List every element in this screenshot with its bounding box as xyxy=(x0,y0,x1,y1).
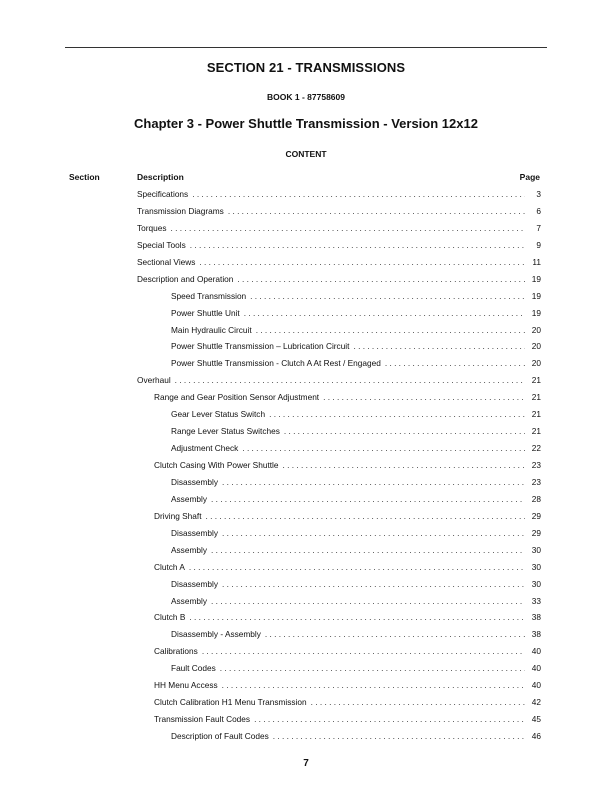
toc-entry-page: 21 xyxy=(531,409,541,420)
toc-entry[interactable] xyxy=(137,271,541,288)
dot-leader xyxy=(192,186,525,203)
toc-entry[interactable] xyxy=(137,677,541,694)
dot-leader xyxy=(242,440,525,457)
toc-entry[interactable] xyxy=(137,491,541,508)
column-header-section: Section xyxy=(69,172,100,182)
toc-entry-title: Power Shuttle Transmission – Lubrication Circuit xyxy=(171,341,350,352)
toc-entry-title: Main Hydraulic Circuit xyxy=(171,324,252,335)
dot-leader xyxy=(222,525,525,542)
toc-entry-title: Torques xyxy=(137,222,167,233)
toc-entry[interactable] xyxy=(137,203,541,220)
toc-entry-title: Sectional Views xyxy=(137,256,196,267)
toc-entry-page: 29 xyxy=(531,510,541,521)
toc-entry-title: Special Tools xyxy=(137,239,186,250)
toc-entry-page: 30 xyxy=(531,578,541,589)
toc-entry-page: 42 xyxy=(531,697,541,708)
toc-entry-title: Description of Fault Codes xyxy=(171,731,269,741)
dot-leader xyxy=(237,271,525,288)
toc-entry-title: Calibrations xyxy=(154,646,198,657)
toc-entry-title: Clutch Casing With Power Shuttle xyxy=(154,460,279,470)
dot-leader xyxy=(222,576,525,593)
page-number: 7 xyxy=(303,758,309,769)
toc-entry[interactable] xyxy=(137,711,541,728)
toc-entry-page: 20 xyxy=(531,358,541,369)
toc-entry-page: 3 xyxy=(536,189,541,199)
toc-entry-title: Disassembly xyxy=(171,578,219,589)
toc-entry[interactable] xyxy=(137,186,541,203)
toc-entry-title: Specifications xyxy=(137,189,189,199)
dot-leader xyxy=(175,372,525,389)
toc-entry-title: Fault Codes xyxy=(171,663,216,674)
dot-leader xyxy=(284,423,525,440)
toc-entry-title: Assembly xyxy=(171,595,207,606)
toc-entry[interactable] xyxy=(137,728,541,745)
toc-entry-page: 21 xyxy=(531,426,541,437)
dot-leader xyxy=(211,593,525,610)
toc-entry-title: Description and Operation xyxy=(137,273,234,284)
toc-entry[interactable] xyxy=(137,389,541,406)
dot-leader xyxy=(323,389,525,406)
dot-leader xyxy=(265,626,525,643)
toc-entry-page: 20 xyxy=(531,341,541,352)
dot-leader xyxy=(211,542,525,559)
dot-leader xyxy=(199,254,525,271)
toc-entry-title: Transmission Diagrams xyxy=(137,205,224,216)
toc-entry-title: HH Menu Access xyxy=(154,680,218,691)
toc-entry-title: Range and Gear Position Sensor Adjustment xyxy=(154,392,320,403)
dot-leader xyxy=(250,288,525,305)
dot-leader xyxy=(353,338,525,355)
toc-entry-title: Disassembly xyxy=(171,476,219,487)
toc-entry[interactable] xyxy=(137,440,541,457)
toc-entry-title: Disassembly - Assembly xyxy=(171,629,261,640)
toc-entry[interactable] xyxy=(137,542,541,559)
toc-entry-page: 7 xyxy=(536,222,541,233)
toc-entry[interactable] xyxy=(137,576,541,593)
toc-entry-title: Clutch Calibration H1 Menu Transmission xyxy=(154,697,307,708)
toc-entry-title: Disassembly xyxy=(171,527,219,538)
toc-entry-page: 40 xyxy=(531,680,541,691)
toc-entry[interactable] xyxy=(137,559,541,576)
header-rule xyxy=(65,47,547,48)
toc-entry-page: 28 xyxy=(531,493,541,504)
dot-leader xyxy=(189,609,525,626)
dot-leader xyxy=(273,728,525,745)
dot-leader xyxy=(171,220,525,237)
toc-entry-page: 46 xyxy=(531,731,541,741)
toc-entry[interactable] xyxy=(137,355,541,372)
toc-entry[interactable] xyxy=(137,237,541,254)
toc-entry-page: 9 xyxy=(536,239,541,250)
toc-entry-page: 38 xyxy=(531,629,541,640)
dot-leader xyxy=(311,694,525,711)
dot-leader xyxy=(269,406,525,423)
toc-entry-page: 19 xyxy=(531,273,541,284)
toc-entry-page: 40 xyxy=(531,663,541,674)
dot-leader xyxy=(190,237,525,254)
column-header-page: Page xyxy=(519,172,540,182)
toc-entry-page: 21 xyxy=(531,375,541,386)
column-header-description: Description xyxy=(137,172,184,182)
toc-entry-page: 20 xyxy=(531,324,541,335)
toc-entry-title: Range Lever Status Switches xyxy=(171,426,280,437)
toc-entry-title: Driving Shaft xyxy=(154,510,202,521)
toc-entry-page: 29 xyxy=(531,527,541,538)
section-title: SECTION 21 - TRANSMISSIONS xyxy=(206,60,406,75)
dot-leader xyxy=(244,305,525,322)
dot-leader xyxy=(206,508,526,525)
toc-entry-title: Adjustment Check xyxy=(171,443,239,454)
dot-leader xyxy=(189,559,525,576)
dot-leader xyxy=(222,677,525,694)
dot-leader xyxy=(385,355,525,372)
toc-entry-title: Power Shuttle Transmission - Clutch A At Rest / Engaged xyxy=(171,358,381,369)
toc-entry-page: 23 xyxy=(531,460,541,470)
toc-entry-page: 30 xyxy=(531,544,541,555)
toc-entry-title: Clutch A xyxy=(154,561,185,572)
toc-entry-page: 38 xyxy=(531,612,541,623)
dot-leader xyxy=(211,491,525,508)
toc-entry[interactable] xyxy=(137,338,541,355)
toc-entry[interactable] xyxy=(137,609,541,626)
toc-entry[interactable] xyxy=(137,288,541,305)
toc-entry-page: 23 xyxy=(531,476,541,487)
toc-entry-title: Clutch B xyxy=(154,612,186,623)
toc-entry-title: Assembly xyxy=(171,493,207,504)
toc-entry[interactable] xyxy=(137,406,541,423)
toc-entry-page: 6 xyxy=(536,205,541,216)
toc-entry[interactable] xyxy=(137,322,541,339)
toc-entry[interactable] xyxy=(137,626,541,643)
dot-leader xyxy=(256,322,525,339)
toc-entry[interactable] xyxy=(137,457,541,474)
toc-entry-title: Gear Lever Status Switch xyxy=(171,409,266,420)
toc-entry[interactable] xyxy=(137,508,541,525)
dot-leader xyxy=(202,643,525,660)
toc-entry-title: Power Shuttle Unit xyxy=(171,307,240,318)
toc-entry-page: 21 xyxy=(531,392,541,403)
toc-entry-page: 19 xyxy=(531,307,541,318)
dot-leader xyxy=(254,711,525,728)
toc-entry[interactable] xyxy=(137,474,541,491)
dot-leader xyxy=(220,660,525,677)
toc-entry-title: Transmission Fault Codes xyxy=(154,714,251,725)
content-heading: CONTENT xyxy=(285,149,327,159)
book-number: BOOK 1 - 87758609 xyxy=(267,92,345,102)
table-of-contents xyxy=(137,186,541,745)
toc-entry-page: 11 xyxy=(532,256,541,267)
toc-entry-page: 40 xyxy=(531,646,541,657)
dot-leader xyxy=(222,474,525,491)
toc-entry[interactable] xyxy=(137,593,541,610)
toc-entry[interactable] xyxy=(137,694,541,711)
toc-entry-page: 19 xyxy=(531,290,541,301)
toc-entry[interactable] xyxy=(137,423,541,440)
toc-entry-page: 22 xyxy=(531,443,541,454)
toc-entry-page: 30 xyxy=(531,561,541,572)
toc-entry-title: Overhaul xyxy=(137,375,171,386)
toc-entry[interactable] xyxy=(137,372,541,389)
toc-entry-page: 45 xyxy=(531,714,541,725)
toc-entry[interactable] xyxy=(137,305,541,322)
toc-entry[interactable] xyxy=(137,643,541,660)
toc-entry-title: Speed Transmission xyxy=(171,290,247,301)
toc-entry[interactable] xyxy=(137,660,541,677)
toc-entry[interactable] xyxy=(137,220,541,237)
dot-leader xyxy=(283,457,525,474)
toc-entry[interactable] xyxy=(137,254,541,271)
toc-entry-title: Assembly xyxy=(171,544,207,555)
toc-entry-page: 33 xyxy=(531,595,541,606)
toc-entry[interactable] xyxy=(137,525,541,542)
chapter-title: Chapter 3 - Power Shuttle Transmission - Version 12x12 xyxy=(134,116,478,131)
dot-leader xyxy=(228,203,525,220)
